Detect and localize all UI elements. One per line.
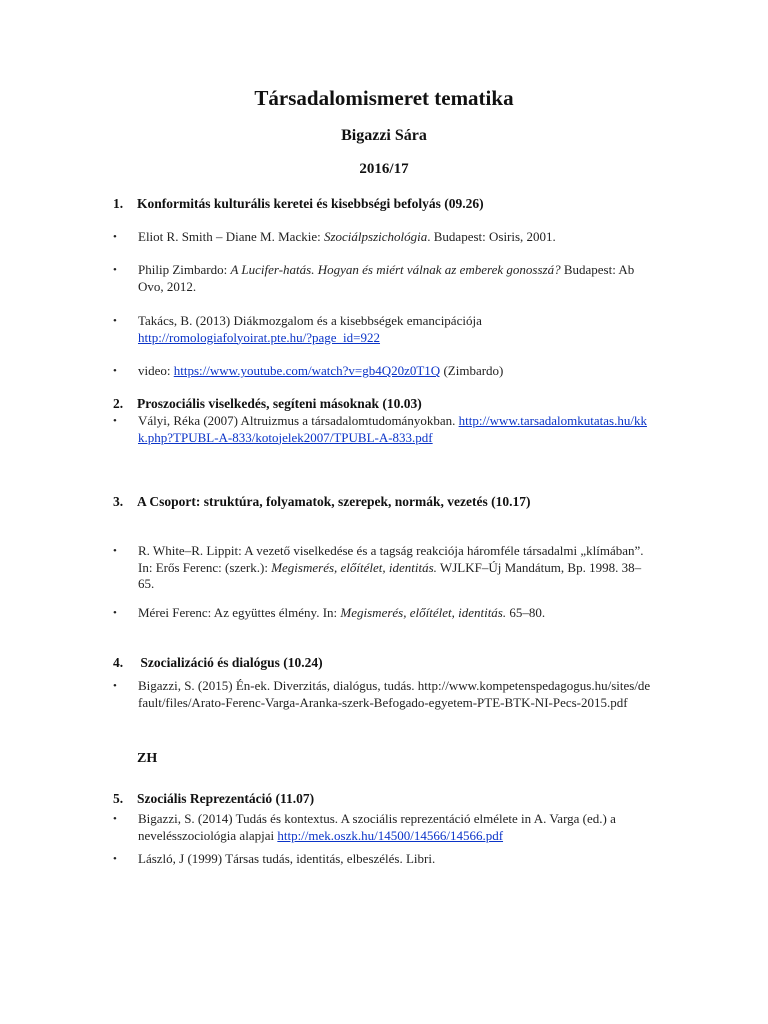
- bullet-icon: •: [113, 545, 117, 557]
- reference-link[interactable]: http://romologiafolyoirat.pte.hu/?page_id=922: [138, 329, 381, 345]
- list-item: • László, J (1999) Társas tudás, identitás, elbeszélés. Libri.: [113, 851, 436, 866]
- list-item: • video: https://www.youtube.com/watch?v=gb4Q20z0T1Q (Zimbardo): [113, 363, 504, 378]
- bullet-icon: •: [113, 607, 117, 619]
- section-heading-5: 5. Szociális Reprezentáció (11.07): [113, 791, 315, 806]
- section-heading-3: 3. A Csoport: struktúra, folyamatok, szerepek, normák, vezetés (10.17): [113, 494, 531, 509]
- author-name: Bigazzi Sára: [341, 127, 427, 144]
- bullet-icon: •: [113, 853, 117, 865]
- document-title: Társadalomismeret tematika: [254, 86, 514, 110]
- bullet-icon: •: [113, 680, 117, 692]
- academic-year: 2016/17: [359, 161, 409, 177]
- bullet-icon: •: [113, 415, 117, 427]
- list-item: • Philip Zimbardo: A Lucifer-hatás. Hogyan és miért válnak az emberek gonosszá? Budapest: Ab Ovo, 2012.: [113, 262, 635, 294]
- bullet-icon: •: [113, 264, 117, 276]
- section-heading-4: 4. Szocializáció és dialógus (10.24): [113, 655, 323, 670]
- list-item: • Bigazzi, S. (2014) Tudás és kontextus. A szociális reprezentáció elmélete in A. Varga (ed.) a nevelésszociológia alapjai http://mek.oszk.hu/14500/14566/14566.pdf: [113, 811, 616, 843]
- list-item: • Vályi, Réka (2007) Altruizmus a társadalomtudományokban. http://www.tarsadalomkutatas.hu/kkk.php?TPUBL-A-833/kotojelek2007/TPUBL-A-833.pdf: [113, 413, 647, 445]
- video-link[interactable]: https://www.youtube.com/watch?v=gb4Q20z0T1Q: [173, 363, 441, 378]
- bullet-icon: •: [113, 315, 117, 327]
- list-item: • R. White–R. Lippit: A vezető viselkedése és a tagság reakciója háromféle társadalmi „klímában”. In: Erős Ferenc: (szerk.): Megismerés, előítélet, identitás. WJLKF–Új Mandátum, Bp. 1998. 38–65.: [113, 543, 644, 591]
- bullet-icon: •: [113, 231, 117, 243]
- section-heading-1: 1. Konformitás kulturális keretei és kisebbségi befolyás (09.26): [113, 196, 484, 211]
- list-item: • Eliot R. Smith – Diane M. Mackie: Szociálpszichológia. Budapest: Osiris, 2001.: [113, 229, 556, 244]
- reference-link[interactable]: http://www.tarsadalomkutatas.hu/kkk.php?TPUBL-A-833/kotojelek2007/TPUBL-A-833.pdf: [138, 413, 647, 445]
- bullet-icon: •: [113, 365, 117, 377]
- list-item: • Bigazzi, S. (2015) Én-ek. Diverzitás, dialógus, tudás. http://www.kompetenspedagogus.hu/sites/default/files/Arato-Ferenc-Varga-Aranka-szerk-Befogado-egyetem-PTE-BTK-NI-Pecs-2015.pdf: [113, 678, 651, 710]
- section-heading-2: 2. Proszociális viselkedés, segíteni másoknak (10.03): [113, 396, 422, 411]
- list-item: • Mérei Ferenc: Az együttes élmény. In: Megismerés, előítélet, identitás. 65–80.: [113, 605, 546, 620]
- bullet-icon: •: [113, 813, 117, 825]
- zh-exam-label: ZH: [137, 751, 158, 766]
- list-item: • Takács, B. (2013) Diákmozgalom és a kisebbségek emancipációja http://romologiafolyoirat.pte.hu/?page_id=922: [113, 313, 482, 345]
- reference-link[interactable]: http://mek.oszk.hu/14500/14566/14566.pdf: [277, 827, 504, 843]
